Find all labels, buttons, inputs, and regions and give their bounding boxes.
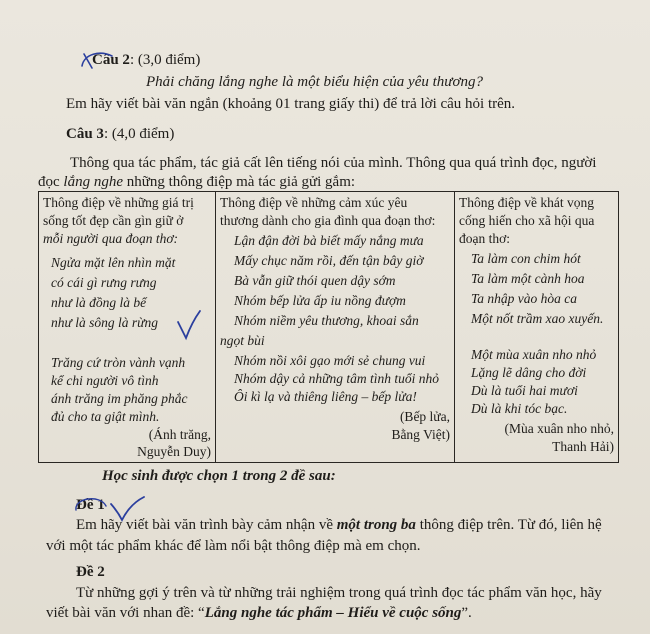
col1-header-2: sống tốt đẹp cần gìn giữ ở (43, 213, 184, 228)
col3-source-1: (Mùa xuân nho nhỏ, (504, 421, 614, 436)
q2-score: : (3,0 điểm) (129, 52, 201, 68)
col2-poem-3: Bà vẫn giữ thói quen dậy sớm (234, 273, 396, 288)
q2-instruction: Em hãy viết bài văn ngắn (khoảng 01 trang giấy thi) để trả lời câu hỏi trên. (66, 96, 516, 112)
col3-header-3: đoạn thơ: (459, 231, 511, 246)
q3-heading: Câu 3 (66, 126, 104, 142)
col3-poem2-2: Lặng lẽ dâng cho đời (471, 365, 587, 380)
col1-header-3: mỗi người qua đoạn thơ: (43, 231, 179, 246)
col3-poem1-2: Ta làm một cành hoa (471, 271, 585, 286)
col2-poem-4: Nhóm bếp lửa ấp iu nồng đượm (234, 293, 406, 308)
q2-prompt: Phải chăng lắng nghe là một biểu hiện của yêu thương? (146, 74, 483, 90)
col2-poem-8: Nhóm dậy cả những tâm tình tuổi nhỏ (234, 371, 439, 386)
col1-poem2-2: kể chi người vô tình (51, 373, 159, 388)
col2-poem-9: Ôi kì lạ và thiêng liêng – bếp lửa! (234, 389, 417, 404)
de2-line1: Từ những gợi ý trên và từ những trải nghiệm trong quá trình đọc tác phẩm văn học, hãy (76, 585, 602, 601)
de1-line1-emph: một trong ba (336, 517, 416, 533)
col1-poem1-3: như là đồng là bể (51, 295, 147, 310)
col2-poem-2: Mấy chục năm rồi, đến tận bây giờ (234, 253, 424, 268)
col3-cell (455, 192, 619, 463)
de2-line2 (46, 605, 472, 622)
col3-poem2-3: Dù là tuổi hai mươi (471, 383, 578, 398)
de2-line2-post: ”. (461, 605, 472, 621)
col1-poem2-1: Trăng cứ tròn vành vạnh (51, 355, 186, 370)
choose-instruction: Học sinh được chọn 1 trong 2 đề sau: (102, 468, 336, 484)
q2-heading-line (92, 52, 200, 69)
de1-line2: với một tác phẩm khác để làm nổi bật thông điệp mà em chọn. (46, 538, 421, 554)
col2-source-1: (Bếp lửa, (399, 409, 450, 424)
col1-poem1-2: có cái gì rưng rưng (51, 275, 157, 290)
de1-line1-post: thông điệp trên. Từ đó, liên hệ (415, 517, 602, 533)
col3-header-1: Thông điệp về khát vọng (459, 195, 594, 210)
q3-score: : (4,0 điểm) (103, 126, 175, 142)
col3-header-2: cống hiến cho xã hội qua (459, 213, 595, 228)
q3-intro-post: những thông điệp mà tác giả gửi gắm: (123, 174, 356, 190)
de1-line1-pre: Em hãy viết bài văn trình bày cảm nhận về (76, 517, 337, 533)
col3-source-2: Thanh Hải) (552, 439, 614, 454)
de2-heading: Đề 2 (76, 564, 105, 580)
de2-line2-pre: viết bài văn với nhan đề: “ (46, 605, 205, 621)
col2-poem-6: ngọt bùi (220, 333, 265, 348)
col1-poem2-3: ánh trăng im phăng phắc (51, 391, 188, 406)
col2-poem-7: Nhóm nồi xôi gạo mới sẻ chung vui (234, 353, 426, 368)
col1-poem1-1: Ngửa mặt lên nhìn mặt (51, 255, 176, 270)
col2-header-1: Thông điệp về những cảm xúc yêu (220, 195, 408, 210)
col1-header-1: Thông điệp về những giá trị (43, 195, 194, 210)
col2-header-2: thương dành cho gia đình qua đoạn thơ: (220, 213, 436, 228)
col2-source-2: Bằng Việt) (391, 427, 450, 442)
q3-intro-italic: lắng nghe (63, 174, 123, 190)
q3-intro-line1: Thông qua tác phẩm, tác giả cất lên tiếng nói của mình. Thông qua quá trình đọc, người (70, 155, 597, 171)
col2-poem-5: Nhóm niềm yêu thương, khoai sắn (234, 313, 419, 328)
col1-poem2-4: đủ cho ta giật mình. (51, 409, 160, 424)
col3-poem2-4: Dù là khi tóc bạc. (471, 401, 568, 416)
col3-poem2-1: Một mùa xuân nho nhỏ (471, 347, 597, 362)
col3-poem1-4: Một nốt trầm xao xuyến. (471, 311, 604, 326)
de2-line2-emph: Lắng nghe tác phẩm – Hiểu về cuộc sống (204, 605, 462, 621)
de1-heading: Đề 1 (76, 497, 105, 513)
col3-poem1-3: Ta nhập vào hòa ca (471, 291, 578, 306)
col1-source-2: Nguyễn Duy) (137, 444, 211, 459)
q3-heading-line (66, 126, 174, 143)
messages-table (38, 191, 619, 463)
q3-intro-line2 (38, 174, 355, 191)
col1-poem1-4: như là sông là rừng (51, 315, 158, 330)
col1-source-1: (Ánh trăng, (148, 427, 211, 442)
q2-heading: Câu 2 (92, 52, 130, 68)
q3-intro-pre: đọc (38, 174, 64, 190)
col2-cell (216, 192, 455, 463)
col1-cell (39, 192, 216, 463)
col3-poem1-1: Ta làm con chim hót (471, 251, 581, 266)
de1-line1 (76, 517, 602, 534)
col2-poem-1: Lận đận đời bà biết mấy nắng mưa (234, 233, 424, 248)
